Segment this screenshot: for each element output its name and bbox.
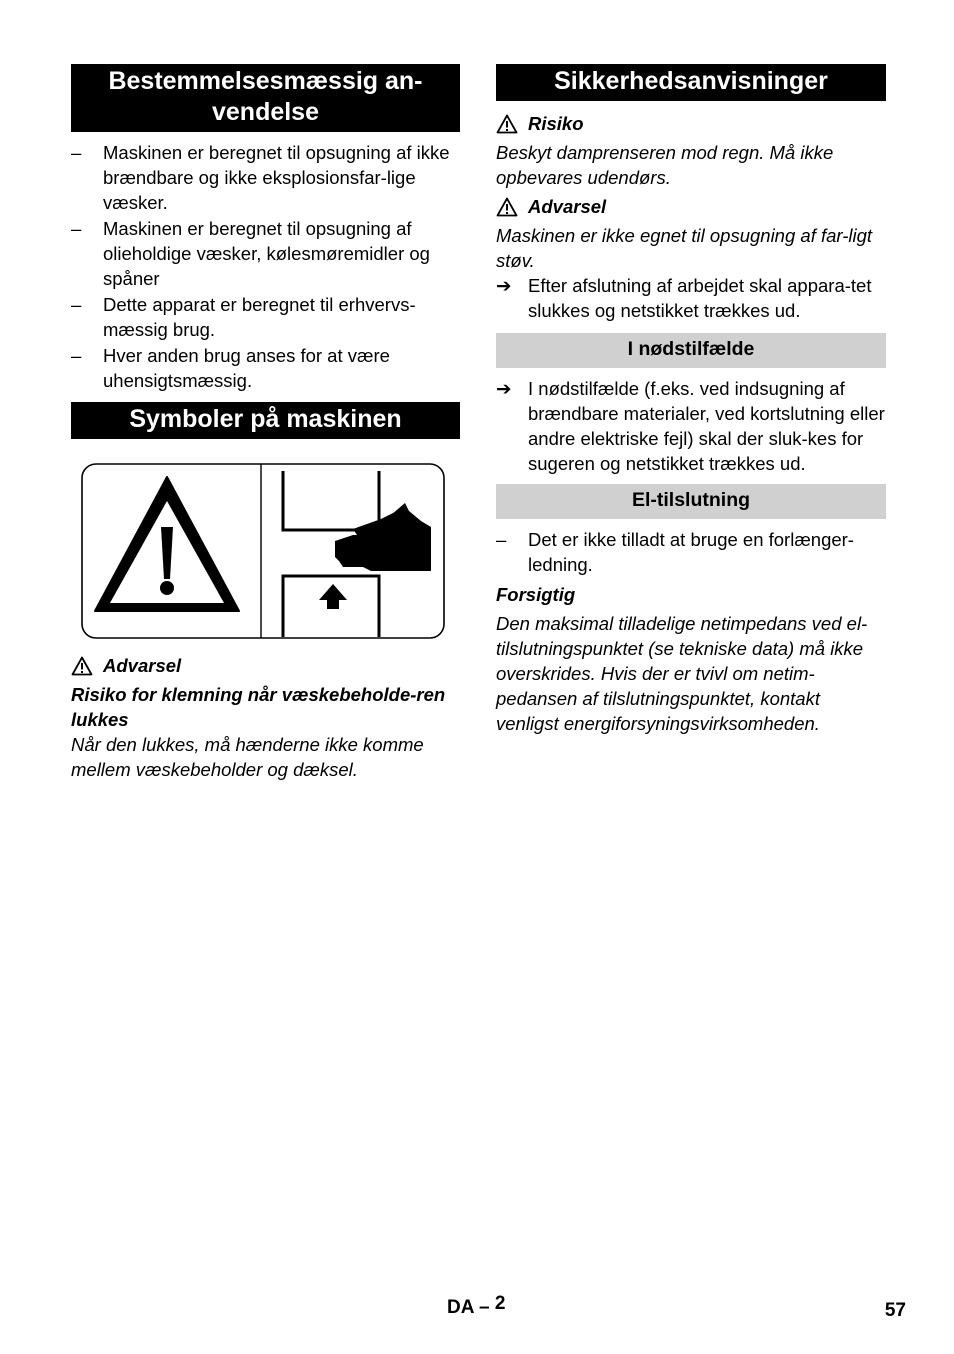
arrow-right-icon: ➔	[496, 275, 512, 296]
list-item: – Maskinen er beregnet til opsugning af ikke brændbare og ikke eksplosionsfar-lige væsker.	[71, 142, 450, 213]
machine-symbol-image	[81, 463, 445, 639]
pinch-hazard-symbol-icon	[81, 463, 445, 639]
caution-label: Forsigtig	[496, 584, 576, 605]
warning-triangle-icon	[71, 656, 93, 676]
warning-action: ➔ Efter afslutning af arbejdet skal appara-tet slukkes og netstikket trækkes ud.	[496, 275, 872, 321]
arrow-right-icon: ➔	[496, 378, 512, 399]
page-number: 57	[884, 1300, 906, 1321]
emergency-action: ➔ I nødstilfælde (f.eks. ved indsugning af brændbare materialer, ved kortslutning eller andre elektriske fejl) skal der sluk-kes for sugeren og netstikket trækkes ud.	[496, 378, 885, 474]
pinch-risk-text: Når den lukkes, må hænderne ikke komme mellem væskebeholder og dæksel.	[71, 734, 424, 780]
caution-text: Den maksimal tilladelige netimpedans ved el-tilslutningspunktet (se tekniske data) må ikke overskrides. Hvis der er tvivl om netim-pedansen af tilslutningspunktet, kontakt venligst energiforsyningsvirksomheden.	[496, 613, 868, 734]
intended-use-heading: Bestemmelsesmæssig an- vendelse	[71, 64, 460, 132]
electrical-list	[496, 527, 886, 577]
emergency-heading: I nødstilfælde	[496, 333, 886, 368]
risk-text: Beskyt damprenseren mod regn. Må ikke opbevares udendørs.	[496, 142, 834, 188]
pinch-risk-title: Risiko for klemning når væskebeholde-ren lukkes	[71, 684, 446, 730]
electrical-heading: El-tilslutning	[496, 484, 886, 519]
list-item: – Dette apparat er beregnet til erhvervs-mæssig brug.	[71, 294, 416, 340]
list-item: – Hver anden brug anses for at være uhensigtsmæssig.	[71, 345, 390, 391]
symbols-heading: Symboler på maskinen	[71, 402, 460, 439]
right-column	[496, 64, 886, 736]
warning-text: Maskinen er ikke egnet til opsugning af far-ligt støv.	[496, 225, 873, 271]
footer-section-label: DA – 2	[447, 1293, 506, 1318]
risk-label: Risiko	[496, 111, 886, 136]
warning-label: Advarsel	[496, 194, 886, 219]
left-column	[71, 64, 460, 782]
safety-heading: Sikkerhedsanvisninger	[496, 64, 886, 101]
list-item: – Maskinen er beregnet til opsugning af olieholdige væsker, kølesmøremidler og spåner	[71, 218, 430, 289]
list-item: – Det er ikke tilladt at bruge en forlænger-ledning.	[496, 529, 854, 575]
warning-triangle-icon	[496, 114, 518, 134]
intended-use-list	[71, 140, 460, 393]
warning-triangle-icon	[496, 197, 518, 217]
symbol-warning-label: Advarsel	[71, 653, 460, 678]
